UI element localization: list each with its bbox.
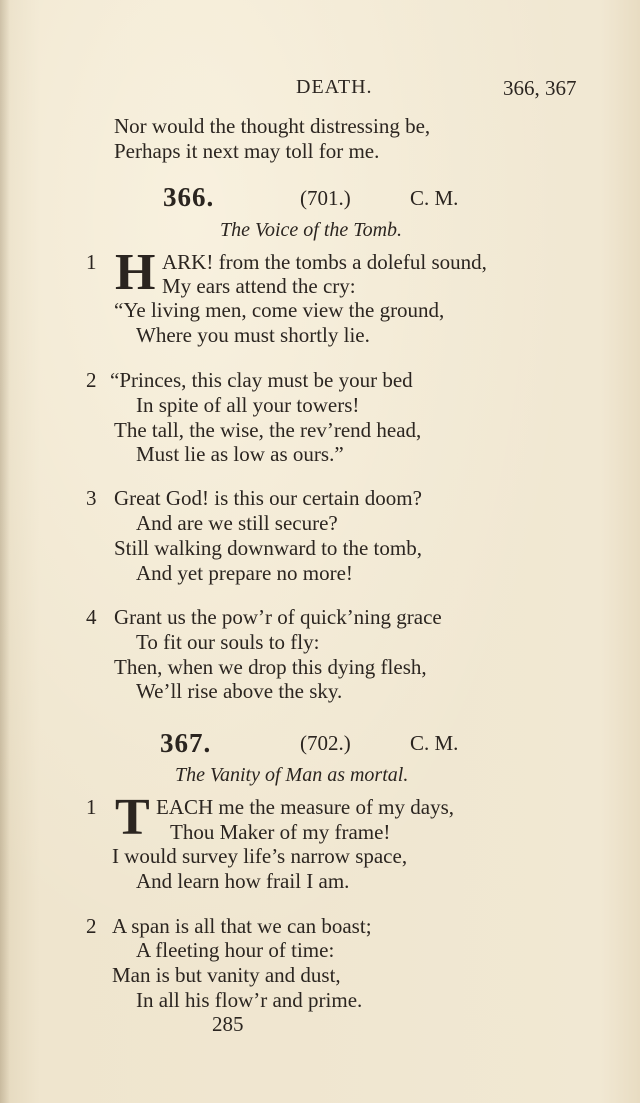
- verse-line: “Princes, this clay must be your bed: [110, 368, 413, 392]
- verse-line: Man is but vanity and dust,: [112, 963, 341, 987]
- stanza-number: 2: [86, 914, 97, 938]
- stanza-number: 4: [86, 605, 97, 629]
- hymn-alt-number: (702.): [300, 731, 351, 755]
- verse-line: Where you must shortly lie.: [136, 323, 370, 347]
- hymn-meter: C. M.: [410, 186, 459, 210]
- verse-line: My ears attend the cry:: [162, 274, 356, 298]
- stanza-number: 1: [86, 795, 97, 819]
- verse-line: “Ye living men, come view the ground,: [114, 298, 445, 322]
- verse-line: And are we still secure?: [136, 511, 338, 535]
- verse-line: I would survey life’s narrow space,: [112, 844, 408, 868]
- verse-line: Still walking downward to the tomb,: [114, 536, 422, 560]
- running-header-numbers: 366, 367: [503, 76, 577, 100]
- verse-line: Must lie as low as ours.”: [136, 442, 344, 466]
- verse-line: ARK! from the tombs a doleful sound,: [162, 250, 487, 274]
- verse-line: To fit our souls to fly:: [136, 630, 320, 654]
- verse-line: Grant us the pow’r of quick’ning grace: [114, 605, 442, 629]
- verse-line: A span is all that we can boast;: [112, 914, 372, 938]
- hymn-title: The Voice of the Tomb.: [220, 219, 403, 241]
- hymn-title: The Vanity of Man as mortal.: [175, 764, 409, 786]
- drop-cap: T: [115, 789, 150, 846]
- page-edge-shadow: [0, 0, 10, 1103]
- verse-line: In spite of all your towers!: [136, 393, 360, 417]
- verse-line: And yet prepare no more!: [136, 561, 353, 585]
- stanza-number: 3: [86, 486, 97, 510]
- verse-line: We’ll rise above the sky.: [136, 679, 343, 703]
- verse-line: And learn how frail I am.: [136, 869, 350, 893]
- verse-line: Then, when we drop this dying flesh,: [114, 655, 427, 679]
- stanza-number: 1: [86, 250, 97, 274]
- carryover-line: Perhaps it next may toll for me.: [114, 139, 380, 163]
- verse-line: A fleeting hour of time:: [136, 938, 335, 962]
- verse-line: The tall, the wise, the rev’rend head,: [114, 418, 422, 442]
- hymn-alt-number: (701.): [300, 186, 351, 210]
- verse-line: Thou Maker of my frame!: [170, 820, 391, 844]
- stanza-number: 2: [86, 368, 97, 392]
- drop-cap: H: [115, 244, 156, 301]
- hymn-meter: C. M.: [410, 731, 459, 755]
- carryover-line: Nor would the thought distressing be,: [114, 114, 431, 138]
- verse-line: In all his flow’r and prime.: [136, 988, 363, 1012]
- hymn-number: 367.: [160, 728, 212, 758]
- running-header-title: DEATH.: [296, 76, 373, 98]
- verse-line: EACH me the measure of my days,: [156, 795, 455, 819]
- page-number: 285: [212, 1012, 244, 1036]
- verse-line: Great God! is this our certain doom?: [114, 486, 422, 510]
- hymn-number: 366.: [163, 182, 215, 212]
